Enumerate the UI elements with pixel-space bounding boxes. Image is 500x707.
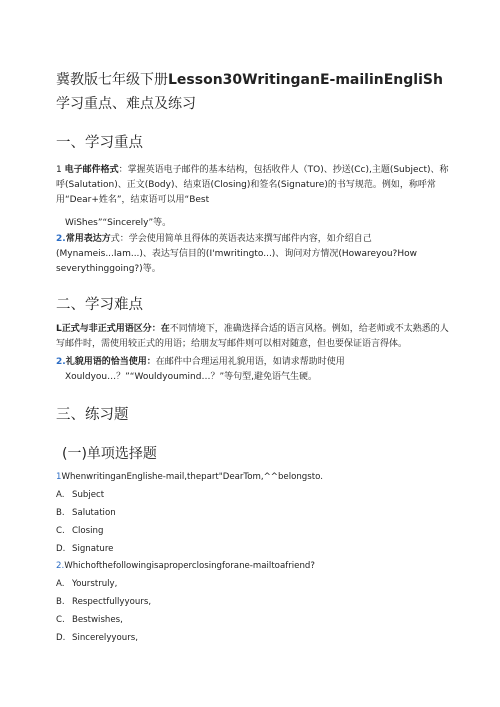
option-letter: B. bbox=[56, 508, 65, 518]
option-letter: D. bbox=[56, 544, 66, 554]
item-term: 电子邮件格式 bbox=[64, 165, 119, 175]
item-number: 1 bbox=[56, 165, 62, 175]
option-text: Respectfullyyours, bbox=[72, 597, 152, 607]
item-text: ：掌握英语电子邮件的基本结构，包括收件人（TO)、抄送(Cc),主题(Subject)、称呼(Salutation)、正文(Body)、结束语(Closing)和签名(Signature)的书写规范。例如，称呼常用“Dear+姓名”，结束语可以用“Best bbox=[56, 165, 449, 205]
question-1-option-b bbox=[56, 507, 116, 519]
item-text: 在邮件中合理运用礼貌用语，如请求帮助时使用 bbox=[155, 357, 345, 367]
option-text: Signature bbox=[72, 544, 114, 554]
item-text-continued: WiShes”“Sincerely”等。 bbox=[65, 218, 172, 228]
item-term: 正式与非正式用语区分：在 bbox=[61, 324, 170, 334]
title-prefix: 冀教版七年级下册 bbox=[56, 72, 168, 88]
section-heading-exercises: 三、练习题 bbox=[56, 407, 129, 423]
document-title bbox=[56, 68, 456, 116]
option-text: Subject bbox=[72, 490, 105, 500]
item-text: 式：学会使用简单且得体的英语表达来撰写邮件内容，如介绍自己(Mynameis...Iam...)、表达写信目的(I'mwritingto...)、询问对方情况(Howareyou?How severythinggoing?)等。 bbox=[56, 234, 417, 274]
option-letter: B. bbox=[56, 597, 65, 607]
question-2-option-d bbox=[56, 632, 138, 644]
option-letter: A. bbox=[56, 579, 65, 589]
question-1 bbox=[56, 471, 323, 483]
item-term: 常用表达方 bbox=[65, 234, 111, 244]
option-letter: C. bbox=[56, 615, 65, 625]
item-number: 2. bbox=[56, 357, 66, 367]
difficulty-1 bbox=[56, 322, 456, 352]
option-letter: C. bbox=[56, 526, 65, 536]
item-text-continued: Xouldyou…？”“Wouldyoumind…？”等句型,避免语气生硬。 bbox=[65, 372, 317, 382]
option-text: Sincerelyyours, bbox=[72, 633, 138, 643]
item-term: 礼貌用语的恰当使用： bbox=[65, 357, 156, 367]
option-text: Bestwishes, bbox=[72, 615, 123, 625]
question-1-option-d bbox=[56, 543, 113, 555]
key-point-2 bbox=[56, 232, 456, 277]
option-letter: A. bbox=[56, 490, 65, 500]
option-text: Closing bbox=[72, 526, 104, 536]
question-number: 2. bbox=[56, 561, 65, 571]
question-text: Whichofthefollowingisaproperclosingforane-mailtoafriend? bbox=[64, 561, 315, 571]
option-text: Yourstruly, bbox=[72, 579, 118, 589]
key-point-1 bbox=[56, 163, 456, 231]
title-suffix: 学习重点、难点及练习 bbox=[56, 96, 196, 112]
question-text: WhenwritinganEnglishe-mail,thepart"DearTom,^^belongsto. bbox=[61, 472, 323, 482]
question-1-option-c bbox=[56, 525, 103, 537]
section-heading-key-points: 一、学习重点 bbox=[56, 135, 143, 151]
question-number: 1 bbox=[56, 472, 62, 482]
difficulty-2 bbox=[56, 355, 456, 385]
question-1-option-a bbox=[56, 489, 104, 501]
subsection-heading-multiple-choice: (一)单项选择题 bbox=[62, 446, 157, 462]
item-number: L bbox=[56, 324, 62, 334]
question-2 bbox=[56, 560, 315, 572]
question-2-option-c bbox=[56, 614, 123, 626]
section-heading-difficulties: 二、学习难点 bbox=[56, 297, 143, 313]
option-letter: D. bbox=[56, 633, 66, 643]
question-2-option-a bbox=[56, 578, 117, 590]
item-text: 不同情境下，准确选择合适的语言风格。例如，给老师或不太熟悉的人写邮件时，需使用较正式的用语；给朋友写邮件则可以相对随意，但也要保证语言得体。 bbox=[56, 324, 449, 349]
question-2-option-b bbox=[56, 596, 151, 608]
option-text: Salutation bbox=[72, 508, 116, 518]
title-lesson: Lesson30WritinganE-mailinEngliSh bbox=[168, 72, 443, 88]
item-number: 2. bbox=[56, 234, 66, 244]
